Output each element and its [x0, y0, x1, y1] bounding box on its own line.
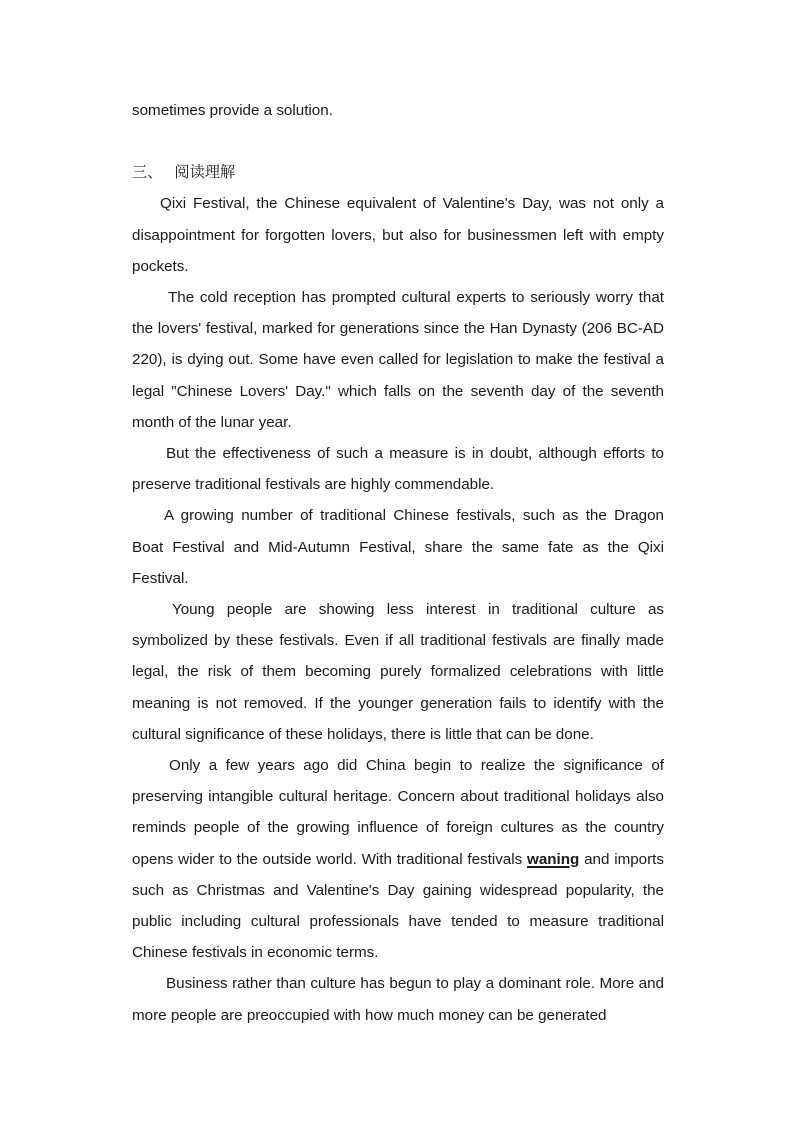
paragraph-1: Qixi Festival, the Chinese equivalent of Valentine's Day, was not only a disappointment for forgotten lovers, but also for businessmen left with empty pockets.	[132, 195, 664, 275]
paragraph-6	[132, 750, 664, 968]
section-number: 三、	[132, 164, 163, 182]
paragraph-5: Young people are showing less interest in traditional culture as symbolized by these festivals. Even if all traditional festivals are finally made legal, the risk of them becoming purely formalized celebrations with little meaning is not removed. If the younger generation fails to identify with the cultural significance of these holidays, there is little that can be done.	[132, 601, 664, 743]
paragraph-3: But the effectiveness of such a measure is in doubt, although efforts to preserve traditional festivals are highly commendable.	[132, 445, 664, 494]
carry-over-text: sometimes provide a solution.	[132, 102, 333, 119]
paragraph-7: Business rather than culture has begun to play a dominant role. More and more people are preoccupied with how much money can be generated	[132, 975, 664, 1024]
section-title: 阅读理解	[174, 164, 236, 182]
paragraph-6-before: Only a few years ago did China begin to realize the significance of preserving intangible cultural heritage. Concern about traditional holidays also reminds people of the growing influence of foreign cultures as the country opens wider to the outside world. With traditional festivals	[132, 757, 664, 868]
paragraph-2: The cold reception has prompted cultural experts to seriously worry that the lovers' festival, marked for generations since the Han Dynasty (206 BC-AD 220), is dying out. Some have even called for legislation to make the festival a legal "Chinese Lovers' Day." which falls on the seventh day of the seventh month of the lunar year.	[132, 289, 664, 431]
paragraph-6-after: and imports such as Christmas and Valentine's Day gaining widespread popularity, the public including cultural professionals have tended to measure traditional Chinese festivals in economic terms.	[132, 850, 664, 962]
paragraph-4: A growing number of traditional Chinese festivals, such as the Dragon Boat Festival and Mid-Autumn Festival, share the same fate as the Qixi Festival.	[132, 507, 664, 587]
document-body	[132, 95, 664, 1031]
underlined-keyword: waning	[527, 850, 580, 868]
section-heading	[132, 157, 664, 188]
